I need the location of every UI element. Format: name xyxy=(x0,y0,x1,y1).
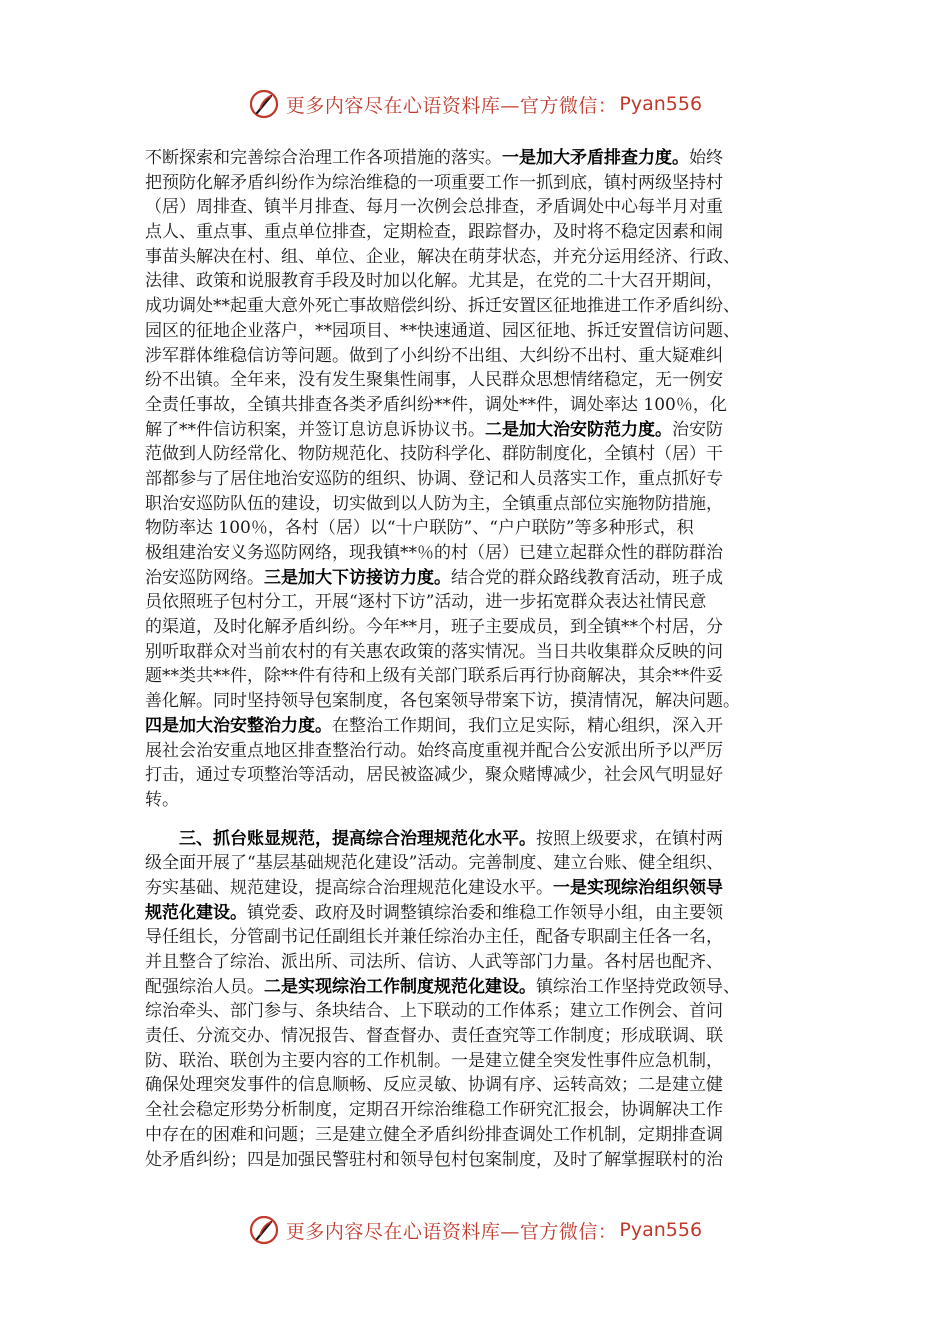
text-line xyxy=(145,195,807,220)
text-line xyxy=(145,763,807,788)
text-line xyxy=(145,901,807,926)
text-line xyxy=(145,876,807,901)
bold-heading-span: 一是实现综治组织领导 xyxy=(553,877,723,898)
text-span: 园区的征地企业落户，**园项目、**快速通道、园区征地、拆迁安置信访问题、 xyxy=(145,320,740,341)
text-line xyxy=(145,788,807,813)
text-line xyxy=(145,418,807,443)
text-span: 导任组长，分管副书记任副组长并兼任综治办主任，配备专职副主任各一名， xyxy=(145,927,723,948)
text-span: 治安巡防网络。 xyxy=(145,567,264,588)
text-span: 部都参与了居住地治安巡防的组织、协调、登记和人员落实工作，重点抓好专 xyxy=(145,468,723,489)
banner-wechat-id: Pyan556 xyxy=(619,1219,703,1241)
text-span: 事苗头解决在村、组、单位、企业，解决在萌芽状态，并充分运用经济、行政、 xyxy=(145,246,740,267)
text-span: 责任、分流交办、情况报告、督查督办、责任查究等工作制度；形成联调、联 xyxy=(145,1026,723,1047)
text-line xyxy=(145,590,807,615)
text-span: 镇综治工作坚持党政领导、 xyxy=(536,976,740,997)
text-span: 善化解。同时坚持领导包案制度，各包案领导带案下访，摸清情况，解决问题。 xyxy=(145,691,740,712)
text-span: 镇党委、政府及时调整镇综治委和维稳工作领导小组，由主要领 xyxy=(247,902,723,923)
text-span: 并且整合了综治、派出所、司法所、信访、人武等部门力量。各村居也配齐、 xyxy=(145,952,723,972)
text-span: 成功调处**起重大意外死亡事故赔偿纠纷、拆迁安置区征地推进工作矛盾纠纷、 xyxy=(145,296,740,317)
quill-logo-icon xyxy=(248,88,280,120)
text-span: 展社会治安重点地区排查整治行动。始终高度重视并配合公安派出所予以严厉 xyxy=(145,740,723,761)
text-line xyxy=(145,294,807,319)
text-line xyxy=(145,664,807,689)
text-line xyxy=(145,171,807,196)
text-span: 范做到人防经常化、物防规范化、技防科学化、群防制度化，全镇村（居）干 xyxy=(145,444,723,465)
text-span: 涉军群体维稳信访等问题。做到了小纠纷不出组、大纠纷不出村、重大疑难纠 xyxy=(145,345,723,366)
bold-heading-span: 三、抓台账显规范，提高综合治理规范化水平。 xyxy=(179,828,536,849)
text-span: 在整治工作期间，我们立足实际，精心组织，深入开 xyxy=(332,715,723,736)
banner-text: 更多内容尽在心语资料库—官方微信： xyxy=(285,1220,618,1243)
text-span: 别听取群众对当前农村的有关惠农政策的落实情况。当日共收集群众反映的问 xyxy=(145,641,723,662)
text-line xyxy=(145,220,807,245)
text-span: 法律、政策和说服教育手段及时加以化解。尤其是，在党的二十大召开期间， xyxy=(145,271,723,292)
text-line xyxy=(145,1024,807,1049)
text-line xyxy=(145,393,807,418)
text-line xyxy=(145,319,807,344)
text-line xyxy=(145,566,807,591)
quill-logo-icon xyxy=(248,1214,280,1246)
text-line xyxy=(145,851,807,876)
text-line xyxy=(145,1098,807,1123)
text-line xyxy=(145,975,807,1000)
banner-text: 更多内容尽在心语资料库—官方微信： xyxy=(285,94,618,117)
text-span: 防、联治、联创为主要内容的工作机制。一是建立健全突发性事件应急机制， xyxy=(145,1050,723,1071)
text-line xyxy=(145,827,807,852)
text-line xyxy=(145,925,807,950)
text-span: 把预防化解矛盾纠纷作为综治维稳的一项重要工作一抓到底，镇村两级坚持村 xyxy=(145,172,723,193)
paragraph-gap xyxy=(145,813,807,827)
text-span: 纷不出镇。全年来，没有发生聚集性闹事，人民群众思想情绪稳定，无一例安 xyxy=(145,370,723,391)
text-span: 极组建治安义务巡防网络，现我镇**％的村（居）已建立起群众性的群防群治 xyxy=(145,543,723,563)
text-line xyxy=(145,615,807,640)
text-line xyxy=(145,714,807,739)
text-span: 结合党的群众路线教育活动，班子成 xyxy=(451,567,723,588)
text-span: 按照上级要求，在镇村两 xyxy=(536,828,723,849)
text-line xyxy=(145,344,807,369)
text-span: 转。 xyxy=(145,789,179,810)
text-span: 始终 xyxy=(689,148,723,168)
text-line xyxy=(145,640,807,665)
text-line xyxy=(145,516,807,541)
text-span: 打击，通过专项整治等活动，居民被盗减少，聚众赌博减少，社会风气明显好 xyxy=(145,765,723,786)
text-span: 员依照班子包村分工，开展“逐村下访”活动，进一步拓宽群众表达社情民意 xyxy=(145,592,707,613)
bold-heading-span: 二是加大治安防范力度。 xyxy=(485,419,672,440)
text-span: 夯实基础、规范建设，提高综合治理规范化建设水平。 xyxy=(145,877,553,898)
text-span: 解了**件信访积案，并签订息访息诉协议书。 xyxy=(145,419,485,440)
text-line xyxy=(145,739,807,764)
text-line xyxy=(145,467,807,492)
text-line xyxy=(145,999,807,1024)
text-span: 处矛盾纠纷；四是加强民警驻村和领导包村包案制度，及时了解掌握联村的治 xyxy=(145,1149,723,1170)
text-span: 级全面开展了“基层基础规范化建设”活动。完善制度、建立台账、健全组织、 xyxy=(145,853,724,874)
text-span: 配强综治人员。 xyxy=(145,976,264,997)
text-span: 题**类共**件，除**件有待和上级有关部门联系后再行协商解决，其余**件妥 xyxy=(145,666,723,687)
document-body xyxy=(145,146,807,1172)
text-line xyxy=(145,492,807,517)
text-span: 不断探索和完善综合治理工作各项措施的落实。 xyxy=(145,148,502,168)
text-span: 点人、重点事、重点单位排查，定期检查，跟踪督办，及时将不稳定因素和闹 xyxy=(145,222,723,243)
bold-heading-span: 四是加大治安整治力度。 xyxy=(145,715,332,736)
text-line xyxy=(145,442,807,467)
bold-heading-span: 规范化建设。 xyxy=(145,902,247,923)
text-line xyxy=(145,541,807,566)
text-line xyxy=(145,1148,807,1173)
text-line xyxy=(145,269,807,294)
text-line xyxy=(145,146,807,171)
bold-heading-span: 三是加大下访接访力度。 xyxy=(264,567,451,588)
bold-heading-span: 二是实现综治工作制度规范化建设。 xyxy=(264,976,536,997)
text-span: 确保处理突发事件的信息顺畅、反应灵敏、协调有序、运转高效；二是建立健 xyxy=(145,1075,723,1096)
text-line xyxy=(145,1049,807,1074)
text-span: 全责任事故，全镇共排查各类矛盾纠纷**件，调处**件，调处率达 100％，化 xyxy=(145,394,727,415)
text-line xyxy=(145,689,807,714)
text-span: 治安防 xyxy=(672,419,723,440)
text-span: 综治牵头、部门参与、条块结合、上下联动的工作体系；建立工作例会、首问 xyxy=(145,1001,723,1022)
text-line xyxy=(145,950,807,975)
header-watermark-banner xyxy=(0,84,950,124)
text-span: 的渠道，及时化解矛盾纠纷。今年**月，班子主要成员，到全镇**个村居，分 xyxy=(145,617,723,638)
text-span: 职治安巡防队伍的建设，切实做到以人防为主，全镇重点部位实施物防措施， xyxy=(145,493,723,514)
text-span: 全社会稳定形势分析制度，定期召开综治维稳工作研究汇报会，协调解决工作 xyxy=(145,1100,723,1121)
text-line xyxy=(145,1123,807,1148)
text-line xyxy=(145,368,807,393)
text-span: 中存在的困难和问题；三是建立健全矛盾纠纷排查调处工作机制，定期排查调 xyxy=(145,1124,723,1145)
text-span: （居）周排查、镇半月排查、每月一次例会总排查，矛盾调处中心每半月对重 xyxy=(145,197,723,218)
text-span: 物防率达 100％，各村（居）以“十户联防”、“户户联防”等多种形式，积 xyxy=(145,518,694,539)
banner-wechat-id: Pyan556 xyxy=(619,93,703,115)
bold-heading-span: 一是加大矛盾排查力度。 xyxy=(502,148,689,168)
text-line xyxy=(145,1073,807,1098)
footer-watermark-banner xyxy=(0,1210,950,1250)
text-line xyxy=(145,245,807,270)
